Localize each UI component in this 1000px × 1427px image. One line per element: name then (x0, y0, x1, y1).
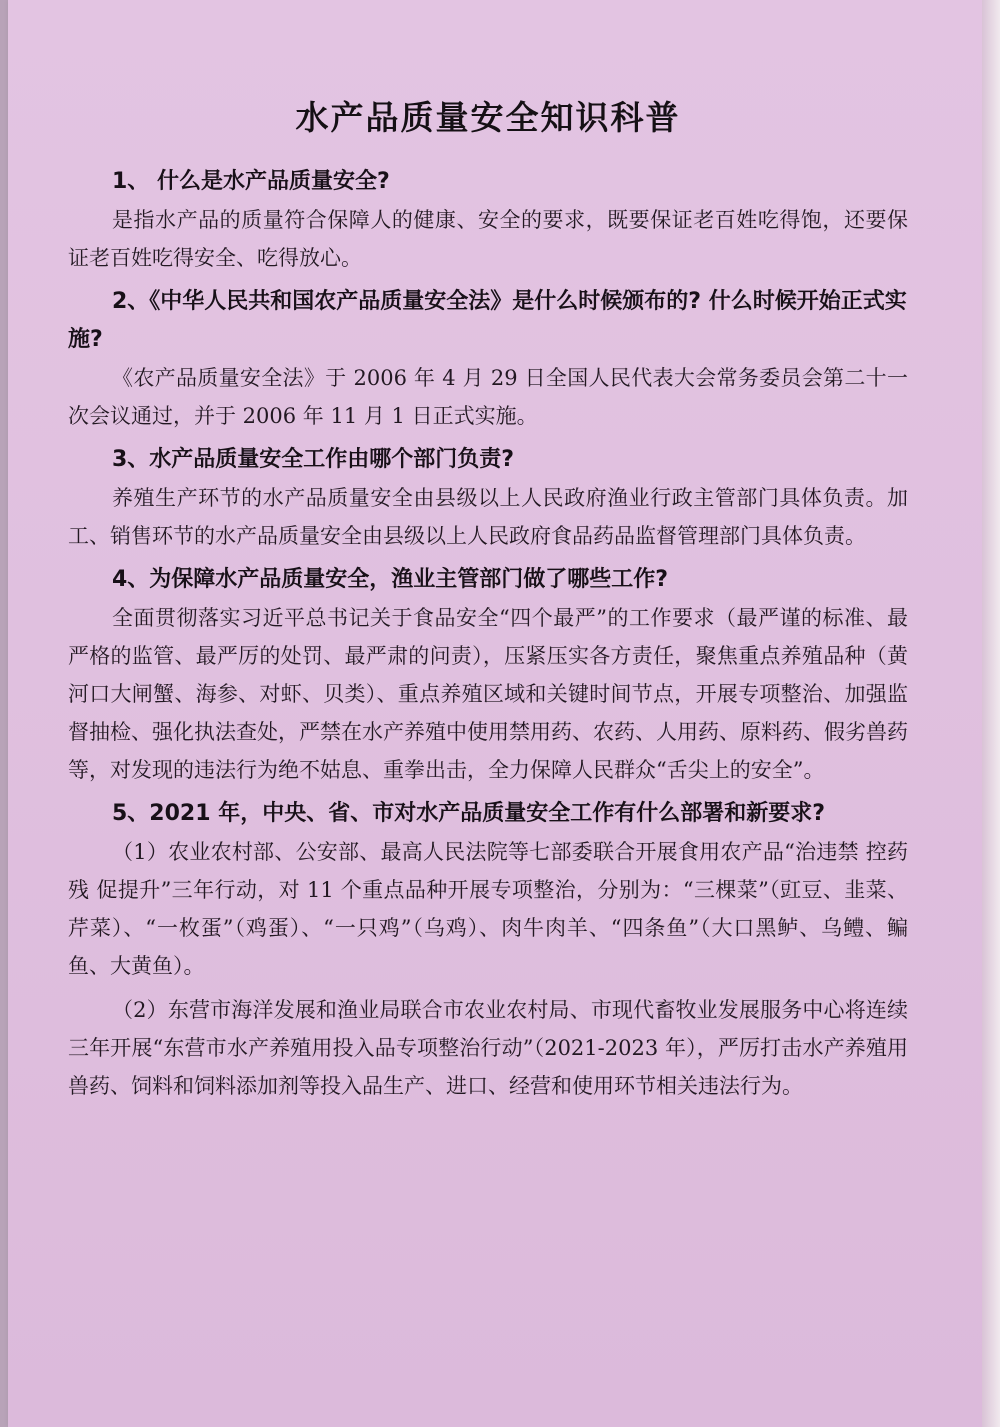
question-5: 5、2021 年，中央、省、市对水产品质量安全工作有什么部署和新要求? (112, 801, 825, 826)
document-title: 水产品质量安全知识科普 (295, 98, 681, 137)
question-4: 4、为保障水产品质量安全，渔业主管部门做了哪些工作? (112, 567, 669, 592)
answer-1: 是指水产品的质量符合保障人的健康、安全的要求，既要保证老百姓吃得饱，还要保证老百姓吃得安全、吃得放心。 (68, 208, 908, 270)
question-2: 2、《中华人民共和国农产品质量安全法》是什么时候颁布的? 什么时候开始正式实施? (68, 289, 907, 352)
answer-2: 《农产品质量安全法》于 2006 年 4 月 29 日全国人民代表大会常务委员会第二十一次会议通过，并于 2006 年 11 月 1 日正式实施。 (68, 366, 908, 428)
section-4 (68, 561, 908, 789)
section-5 (68, 795, 908, 1105)
answer-5-1: （1）农业农村部、公安部、最高人民法院等七部委联合开展食用农产品“治违禁 控药残 促提升”三年行动，对 11 个重点品种开展专项整治，分别为：“三棵菜”（豇豆、韭菜、芹菜）、“一枚蛋”（鸡蛋）、“一只鸡”（乌鸡）、肉牛肉羊、“四条鱼”（大口黑鲈、乌鳢、鳊鱼、大黄鱼）。 (68, 840, 908, 978)
question-3: 3、水产品质量安全工作由哪个部门负责? (112, 447, 515, 472)
section-1 (68, 163, 908, 277)
section-2 (68, 283, 908, 435)
answer-4: 全面贯彻落实习近平总书记关于食品安全“四个最严”的工作要求（最严谨的标准、最严格的监管、最严厉的处罚、最严肃的问责），压紧压实各方责任，聚焦重点养殖品种（黄河口大闸蟹、海参、对虾、贝类）、重点养殖区域和关键时间节点，开展专项整治、加强监督抽检、强化执法查处，严禁在水产养殖中使用禁用药、农药、人用药、原料药、假劣兽药等，对发现的违法行为绝不姑息、重拳出击，全力保障人民群众“舌尖上的安全”。 (68, 606, 908, 782)
answer-5-2: （2）东营市海洋发展和渔业局联合市农业农村局、市现代畜牧业发展服务中心将连续三年开展“东营市水产养殖用投入品专项整治行动”（2021-2023 年），严厉打击水产养殖用兽药、饲料和饲料添加剂等投入品生产、进口、经营和使用环节相关违法行为。 (68, 998, 908, 1098)
question-1: 1、 什么是水产品质量安全? (112, 169, 390, 194)
document-body (68, 92, 908, 1111)
answer-3: 养殖生产环节的水产品质量安全由县级以上人民政府渔业行政主管部门具体负责。加工、销售环节的水产品质量安全由县级以上人民政府食品药品监督管理部门具体负责。 (68, 486, 908, 548)
section-3 (68, 441, 908, 555)
background-edge (982, 0, 1000, 1427)
